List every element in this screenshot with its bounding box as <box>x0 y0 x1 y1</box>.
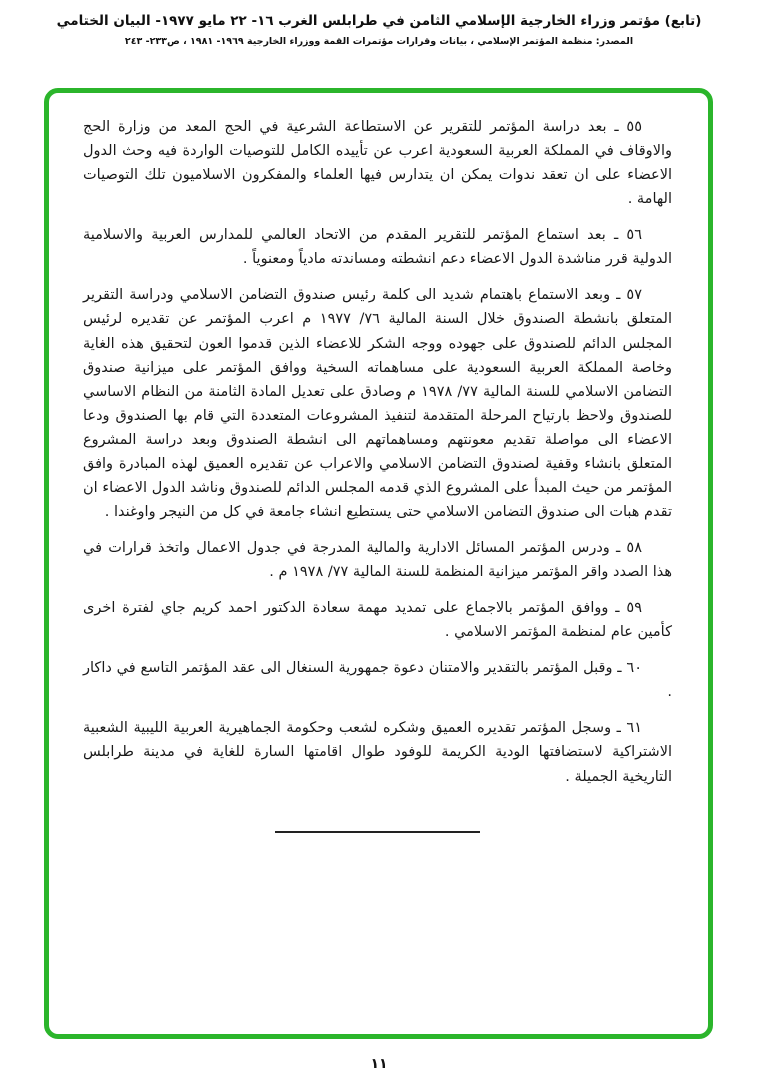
header-source-line: المصدر: منظمة المؤتمر الإسلامي ، بيانات وقرارات مؤتمرات القمة ووزراء الخارجية ١٩٦٩- ١٩٨١ ، ص٢٣٣- ٢٤٣ <box>124 36 634 47</box>
page-header <box>0 0 758 47</box>
paragraph-57: ٥٧ ـ وبعد الاستماع باهتمام شديد الى كلمة رئيس صندوق التضامن الاسلامي ودراسة التقرير المتعلق بانشطة الصندوق خلال السنة المالية ٧٦/ ١٩٧٧ م اعرب المؤتمر عن تقديره لرئيس المجلس الدائم للصندوق على جهوده ووجه الشكر للاعضاء الذين قدموا العون لتحقيق هذه الغاية وخاصة المملكة العربية السعودية على مساهماته السخية ووافق المؤتمر على ميزانية صندوق التضامن الاسلامي للسنة المالية ٧٧/ ١٩٧٨ م وصادق على تعديل المادة الثامنة من النظام الاساسي للصندوق ولاحظ بارتياح المرحلة المتقدمة لتنفيذ المشروعات المتعددة التي قام بها الصندوق ودعا الاعضاء الى مواصلة تقديم معونتهم ومساهماتهم الى انشطة الصندوق وبعد دراسة المشروع المتعلق بانشاء وقفية لصندوق التضامن الاسلامي والاعراب عن تقديره العميق لهذه المبادرة وافق المؤتمر من حيث المبدأ على المشروع الذي قدمه المجلس الدائم للصندوق وناشد الدول الاعضاء ان تقدم هبات الى صندوق التضامن الاسلامي حتى يستطيع انشاء جامعة في كل من النيجر واوغندا . <box>83 287 673 520</box>
paragraph-59: ٥٩ ـ ووافق المؤتمر بالاجماع على تمديد مهمة سعادة الدكتور احمد كريم جاي لفترة اخرى كأمين عام لمنظمة المؤتمر الاسلامي . <box>83 600 672 641</box>
document-body <box>49 93 708 833</box>
paragraph-60: ٦٠ ـ وقبل المؤتمر بالتقدير والامتنان دعوة جمهورية السنغال الى عقد المؤتمر التاسع في داكار . <box>83 660 672 701</box>
page-footer <box>0 1053 758 1072</box>
content-frame <box>44 88 713 1039</box>
paragraph-61: ٦١ ـ وسجل المؤتمر تقديره العميق وشكره لشعب وحكومة الجماهيرية العربية الليبية الشعبية الاشتراكية لاستضافتها الودية الكريمة للوفود طوال اقامتها السارة للغاية في مدينة طرابلس التاريخية الجميلة . <box>83 720 672 785</box>
paragraph-56: ٥٦ ـ بعد استماع المؤتمر للتقرير المقدم من الاتحاد العالمي للمدارس العربية والاسلامية الدولية قرر مناشدة الدول الاعضاء دعم انشطته ومساندته مادياً ومعنوياً . <box>83 227 672 268</box>
header-title: (تابع) مؤتمر وزراء الخارجية الإسلامي الثامن في طرابلس الغرب ١٦- ٢٢ مايو ١٩٧٧- البيان الختامي <box>56 13 702 29</box>
page-number: ١١ <box>370 1056 388 1072</box>
paragraph-58: ٥٨ ـ ودرس المؤتمر المسائل الادارية والمالية المدرجة في جدول الاعمال واتخذ قرارات في هذا الصدد واقر المؤتمر ميزانية المنظمة للسنة المالية ٧٧/ ١٩٧٨ م . <box>83 540 672 581</box>
paragraph-55: ٥٥ ـ بعد دراسة المؤتمر للتقرير عن الاستطاعة الشرعية في الحج المعد من وزارة الحج والاوقاف في المملكة العربية السعودية اعرب عن تأييده الكامل للتوصيات الواردة فيه وحث الدول الاعضاء على ان تعقد ندوات يمكن ان يتدارس فيها العلماء والمفكرون الاسلاميون تلك التوصيات الهامة . <box>83 119 672 208</box>
divider-line <box>275 831 480 833</box>
